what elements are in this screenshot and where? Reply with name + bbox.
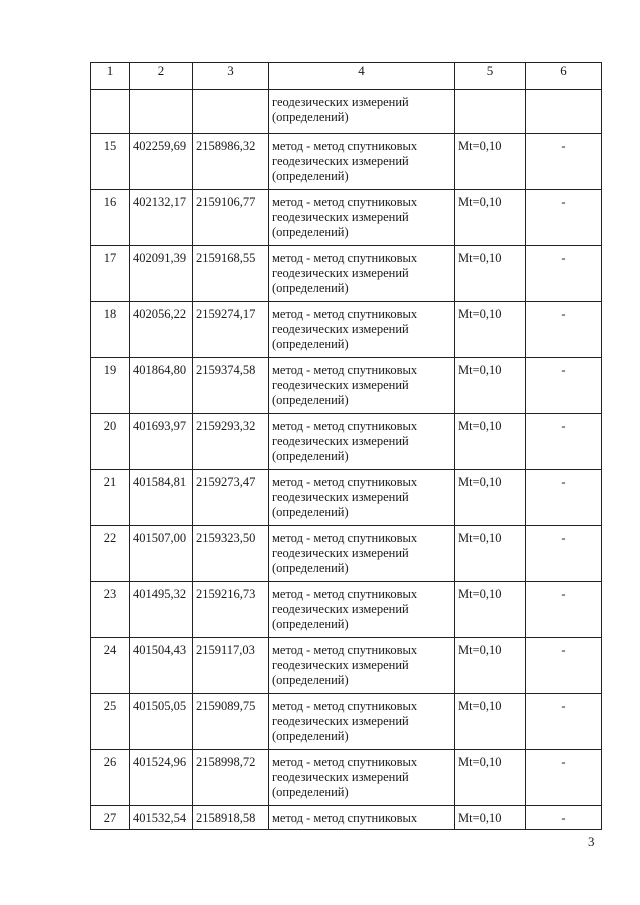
cell-x: 401532,54	[130, 806, 193, 830]
cell-note: -	[526, 750, 602, 806]
cell-accuracy: Mt=0,10	[455, 302, 526, 358]
cell-point: 16	[91, 190, 130, 246]
header-col-6: 6	[526, 63, 602, 90]
cell-method: метод - метод спутниковых геодезических измерений (определений)	[269, 638, 455, 694]
table-row-continuation	[91, 90, 602, 134]
cell-accuracy: Mt=0,10	[455, 190, 526, 246]
cell-accuracy: Mt=0,10	[455, 134, 526, 190]
table-row	[91, 806, 602, 830]
cell-y: 2159323,50	[193, 526, 269, 582]
header-col-2: 2	[130, 63, 193, 90]
cell-y: 2159216,73	[193, 582, 269, 638]
cell-note: -	[526, 134, 602, 190]
cell-y: 2159293,32	[193, 414, 269, 470]
table-row	[91, 750, 602, 806]
cell-note	[526, 90, 602, 134]
cell-method: метод - метод спутниковых геодезических измерений (определений)	[269, 582, 455, 638]
cell-method: метод - метод спутниковых геодезических измерений (определений)	[269, 358, 455, 414]
cell-method: метод - метод спутниковых геодезических измерений (определений)	[269, 246, 455, 302]
table-body	[91, 90, 602, 830]
cell-note: -	[526, 806, 602, 830]
cell-method: метод - метод спутниковых геодезических измерений (определений)	[269, 694, 455, 750]
cell-accuracy: Mt=0,10	[455, 750, 526, 806]
cell-accuracy: Mt=0,10	[455, 638, 526, 694]
cell-note: -	[526, 470, 602, 526]
table-row	[91, 470, 602, 526]
cell-point: 21	[91, 470, 130, 526]
table-row	[91, 414, 602, 470]
cell-point: 22	[91, 526, 130, 582]
page-number: 3	[588, 834, 595, 849]
table-row	[91, 582, 602, 638]
cell-point: 27	[91, 806, 130, 830]
cell-accuracy: Mt=0,10	[455, 358, 526, 414]
cell-method: геодезических измерений (определений)	[269, 90, 455, 134]
cell-note: -	[526, 190, 602, 246]
cell-accuracy: Mt=0,10	[455, 806, 526, 830]
cell-point: 19	[91, 358, 130, 414]
coordinates-table	[90, 62, 602, 830]
cell-method: метод - метод спутниковых геодезических измерений (определений)	[269, 526, 455, 582]
cell-accuracy: Mt=0,10	[455, 470, 526, 526]
cell-x: 401495,32	[130, 582, 193, 638]
cell-x: 401505,05	[130, 694, 193, 750]
cell-note: -	[526, 526, 602, 582]
cell-y: 2159117,03	[193, 638, 269, 694]
table-row	[91, 190, 602, 246]
header-col-4: 4	[269, 63, 455, 90]
table-row	[91, 302, 602, 358]
cell-x: 402056,22	[130, 302, 193, 358]
header-row	[91, 63, 602, 90]
cell-x	[130, 90, 193, 134]
table-header	[91, 63, 602, 90]
cell-accuracy: Mt=0,10	[455, 414, 526, 470]
cell-y: 2159274,17	[193, 302, 269, 358]
cell-method: метод - метод спутниковых геодезических измерений (определений)	[269, 750, 455, 806]
cell-point: 20	[91, 414, 130, 470]
cell-note: -	[526, 358, 602, 414]
cell-y: 2159106,77	[193, 190, 269, 246]
cell-point: 15	[91, 134, 130, 190]
cell-point: 17	[91, 246, 130, 302]
header-col-1: 1	[91, 63, 130, 90]
cell-method: метод - метод спутниковых	[269, 806, 455, 830]
cell-x: 402132,17	[130, 190, 193, 246]
table-row	[91, 526, 602, 582]
cell-y: 2159168,55	[193, 246, 269, 302]
cell-point: 26	[91, 750, 130, 806]
cell-point: 23	[91, 582, 130, 638]
table-row	[91, 694, 602, 750]
cell-y	[193, 90, 269, 134]
cell-x: 401524,96	[130, 750, 193, 806]
table-row	[91, 246, 602, 302]
cell-y: 2158986,32	[193, 134, 269, 190]
header-col-3: 3	[193, 63, 269, 90]
table-row	[91, 358, 602, 414]
cell-accuracy: Mt=0,10	[455, 582, 526, 638]
cell-accuracy	[455, 90, 526, 134]
cell-note: -	[526, 414, 602, 470]
cell-note: -	[526, 246, 602, 302]
cell-method: метод - метод спутниковых геодезических измерений (определений)	[269, 134, 455, 190]
cell-note: -	[526, 694, 602, 750]
cell-y: 2159089,75	[193, 694, 269, 750]
cell-x: 402091,39	[130, 246, 193, 302]
cell-point: 24	[91, 638, 130, 694]
cell-point: 25	[91, 694, 130, 750]
cell-point: 18	[91, 302, 130, 358]
cell-x: 401504,43	[130, 638, 193, 694]
cell-note: -	[526, 302, 602, 358]
cell-y: 2159273,47	[193, 470, 269, 526]
cell-x: 401584,81	[130, 470, 193, 526]
cell-accuracy: Mt=0,10	[455, 694, 526, 750]
cell-y: 2159374,58	[193, 358, 269, 414]
cell-note: -	[526, 638, 602, 694]
cell-method: метод - метод спутниковых геодезических измерений (определений)	[269, 190, 455, 246]
cell-method: метод - метод спутниковых геодезических измерений (определений)	[269, 470, 455, 526]
cell-note: -	[526, 582, 602, 638]
table-row	[91, 134, 602, 190]
cell-method: метод - метод спутниковых геодезических измерений (определений)	[269, 302, 455, 358]
cell-x: 401864,80	[130, 358, 193, 414]
cell-accuracy: Mt=0,10	[455, 526, 526, 582]
cell-y: 2158918,58	[193, 806, 269, 830]
table-row	[91, 638, 602, 694]
cell-x: 401693,97	[130, 414, 193, 470]
cell-x: 401507,00	[130, 526, 193, 582]
cell-accuracy: Mt=0,10	[455, 246, 526, 302]
cell-point	[91, 90, 130, 134]
header-col-5: 5	[455, 63, 526, 90]
cell-method: метод - метод спутниковых геодезических измерений (определений)	[269, 414, 455, 470]
cell-x: 402259,69	[130, 134, 193, 190]
cell-y: 2158998,72	[193, 750, 269, 806]
